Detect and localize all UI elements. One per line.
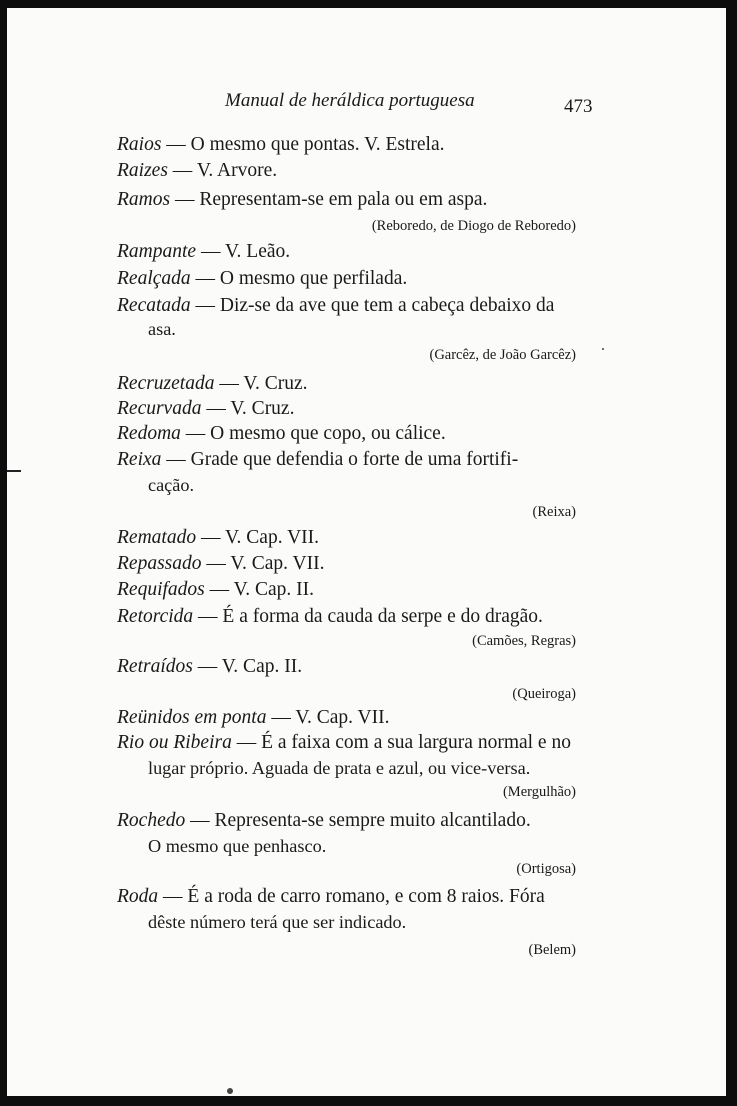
entry-realcada: Realçada — O mesmo que perfilada.	[117, 268, 408, 289]
entry-repassado: Repassado — V. Cap. VII.	[117, 553, 325, 574]
source-citation: (Belem)	[528, 942, 576, 958]
scan-speck	[227, 1088, 233, 1094]
source-citation: (Camões, Regras)	[472, 633, 576, 649]
entry-rematado: Rematado — V. Cap. VII.	[117, 527, 320, 548]
entry-reunidos-em-ponta: Reünidos em ponta — V. Cap. VII.	[117, 707, 390, 728]
entry-raizes: Raizes — V. Arvore.	[117, 160, 278, 181]
source-citation: (Reixa)	[532, 504, 576, 520]
entry-roda-continuation: dêste número terá que ser indicado.	[148, 912, 407, 932]
entry-recruzetada: Recruzetada — V. Cruz.	[117, 373, 308, 394]
source-citation: (Reboredo, de Diogo de Reboredo)	[371, 218, 576, 234]
scan-speck	[602, 348, 604, 350]
page-number: 473	[564, 96, 593, 117]
source-citation: (Ortigosa)	[516, 861, 576, 877]
entry-redoma: Redoma — O mesmo que copo, ou cálice.	[117, 423, 446, 444]
entry-retorcida: Retorcida — É a forma da cauda da serpe e do dragão.	[117, 606, 543, 627]
source-citation: (Mergulhão)	[502, 784, 576, 800]
entry-requifados: Requifados — V. Cap. II.	[117, 579, 314, 600]
entry-retraidos: Retraídos — V. Cap. II.	[117, 656, 303, 677]
scan-edge-mark	[7, 470, 21, 472]
entry-ramos: Ramos — Representam-se em pala ou em aspa.	[117, 189, 488, 210]
entry-recatada-continuation: asa.	[148, 319, 176, 339]
entry-reixa: Reixa — Grade que defendia o forte de uma fortifi-	[117, 449, 519, 470]
entry-rampante: Rampante — V. Leão.	[117, 241, 291, 262]
source-citation: (Garcêz, de João Garcêz)	[429, 347, 576, 363]
entry-rochedo-continuation: O mesmo que penhasco.	[148, 836, 327, 856]
source-citation: (Queiroga)	[512, 686, 576, 702]
entry-reixa-continuation: cação.	[148, 475, 195, 495]
entry-raios: Raios — O mesmo que pontas. V. Estrela.	[117, 134, 445, 155]
book-page	[7, 8, 726, 1096]
entry-recurvada: Recurvada — V. Cruz.	[117, 398, 295, 419]
entry-roda: Roda — É a roda de carro romano, e com 8 raios. Fóra	[117, 886, 545, 907]
entry-rochedo: Rochedo — Representa-se sempre muito alcantilado.	[117, 810, 531, 831]
entry-rio-ou-ribeira-continuation: lugar próprio. Aguada de prata e azul, ou vice-versa.	[148, 758, 531, 778]
entry-rio-ou-ribeira: Rio ou Ribeira — É a faixa com a sua largura normal e no	[117, 732, 571, 753]
entry-recatada: Recatada — Diz-se da ave que tem a cabeça debaixo da	[117, 295, 555, 316]
running-header-title: Manual de heráldica portuguesa	[225, 90, 475, 111]
